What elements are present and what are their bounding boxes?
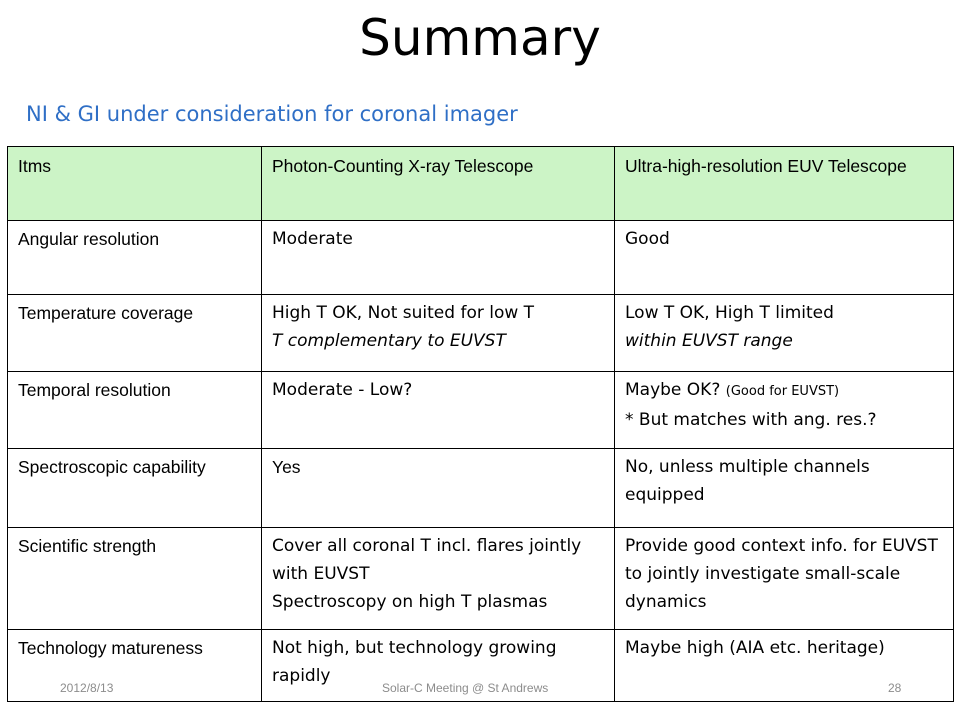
cell-note: T complementary to EUVST	[272, 331, 506, 351]
cell-text: Moderate	[272, 229, 353, 249]
euv-cell	[615, 372, 954, 449]
euv-cell	[615, 630, 954, 702]
cell-note: (Good for EUVST)	[725, 384, 840, 399]
xray-cell	[262, 221, 615, 295]
cell-text: Maybe high (AIA etc. heritage)	[625, 638, 885, 658]
footer-page-number: 28	[888, 681, 902, 695]
euv-cell	[615, 221, 954, 295]
cell-text: Provide good context info. for EUVST to jointly investigate small-scale dynamics	[625, 536, 938, 612]
row-item-label: Technology matureness	[8, 630, 262, 702]
cell-text: Spectroscopy on high T plasmas	[272, 592, 548, 612]
euv-cell	[615, 449, 954, 528]
cell-note: within EUVST range	[625, 331, 793, 351]
row-item-label: Angular resolution	[8, 221, 262, 295]
xray-cell	[262, 295, 615, 372]
table-row	[8, 528, 954, 630]
row-item-label: Temperature coverage	[8, 295, 262, 372]
footer-date: 2012/8/13	[60, 681, 114, 695]
euv-cell	[615, 295, 954, 372]
cell-line	[625, 376, 943, 406]
cell-text: Cover all coronal T incl. flares jointly with EUVST	[272, 536, 582, 584]
table-row	[8, 449, 954, 528]
table-row	[8, 221, 954, 295]
xray-cell	[262, 372, 615, 449]
header-xray-telescope: Photon-Counting X-ray Telescope	[262, 147, 615, 221]
slide-title: Summary	[359, 9, 601, 67]
row-item-label: Temporal resolution	[8, 372, 262, 449]
cell-text: Moderate - Low?	[272, 380, 413, 400]
table-row	[8, 372, 954, 449]
row-item-label: Scientific strength	[8, 528, 262, 630]
header-items: Itms	[8, 147, 262, 221]
cell-text: Yes	[272, 457, 301, 477]
cell-text: Low T OK, High T limited	[625, 303, 834, 323]
footer-event: Solar-C Meeting @ St Andrews	[382, 681, 549, 695]
slide-subtitle: NI & GI under consideration for coronal imager	[26, 102, 518, 126]
xray-cell	[262, 528, 615, 630]
cell-text: Maybe OK?	[625, 380, 721, 400]
summary-table	[7, 146, 954, 702]
euv-cell	[615, 528, 954, 630]
cell-text: High T OK, Not suited for low T	[272, 303, 535, 323]
cell-text: Not high, but technology growing rapidly	[272, 638, 557, 686]
cell-text: Good	[625, 229, 670, 249]
table-header-row	[8, 147, 954, 221]
cell-text: * But matches with ang. res.?	[625, 410, 877, 430]
xray-cell	[262, 449, 615, 528]
header-euv-telescope: Ultra-high-resolution EUV Telescope	[615, 147, 954, 221]
table-row	[8, 295, 954, 372]
cell-text: No, unless multiple channels equipped	[625, 457, 870, 505]
row-item-label: Spectroscopic capability	[8, 449, 262, 528]
